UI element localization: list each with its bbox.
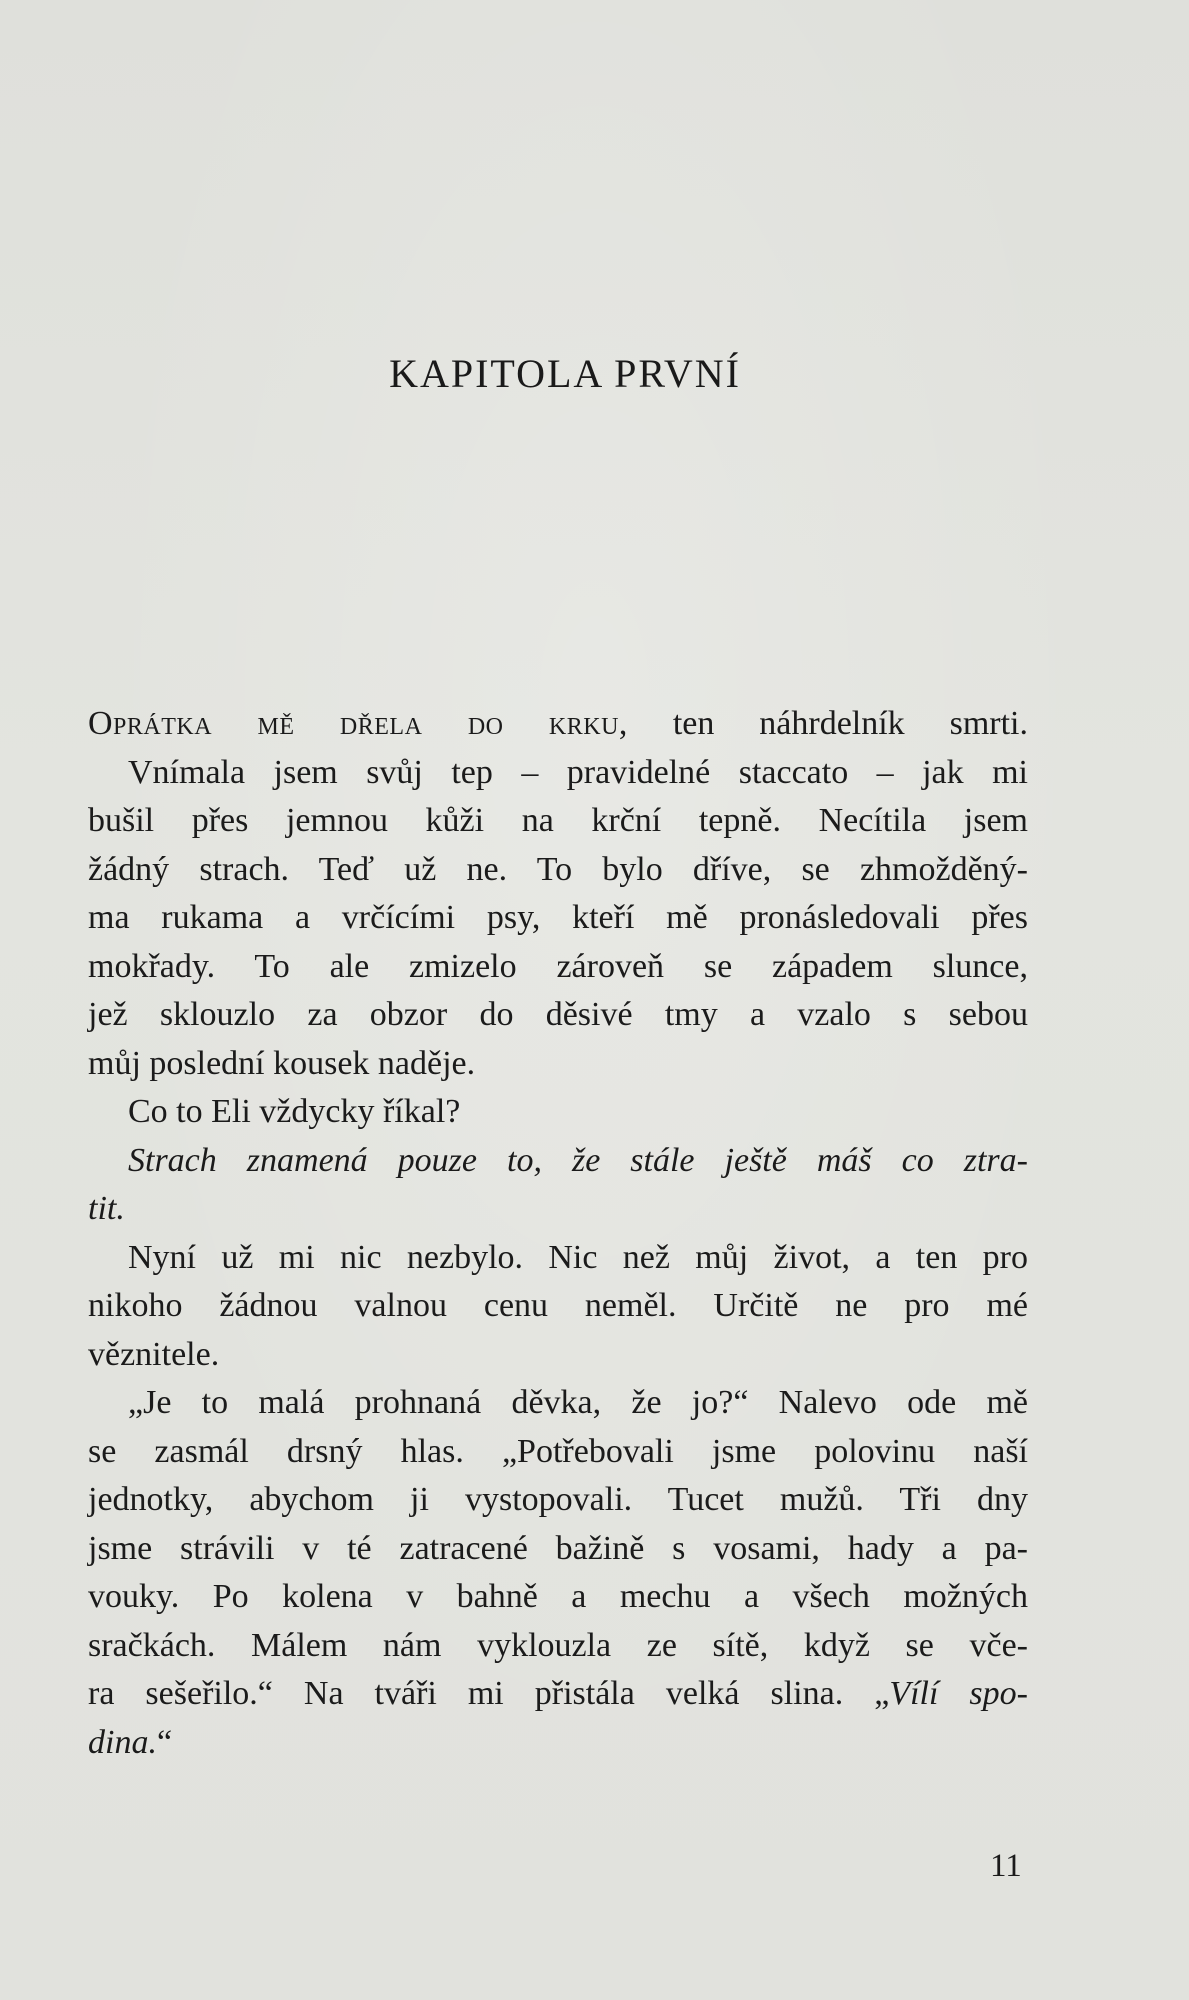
text-line: vouky. Po kolena v bahně a mechu a všech možných <box>88 1578 1028 1615</box>
text-line: jsme strávili v té zatracené bažině s vosami, hady a pa- <box>88 1529 1028 1567</box>
page-number: 11 <box>990 1848 1022 1884</box>
text-span: ra sešeřilo.“ Na tváři mi přistála velká slina. „ <box>88 1675 890 1712</box>
text-line: Nyní už mi nic nezbylo. Nic než můj život, a ten pro <box>128 1238 1028 1276</box>
chapter-title: KAPITOLA PRVNÍ <box>389 351 741 396</box>
text-line: tit. <box>88 1190 125 1227</box>
text-line: sračkách. Málem nám vyklouzla ze sítě, když se vče- <box>88 1626 1028 1664</box>
text-line <box>88 1670 1028 1719</box>
text-line: mokřady. To ale zmizelo zároveň se západem slunce, <box>88 947 1028 985</box>
text-line: věznitele. <box>88 1335 220 1373</box>
text-line: „Je to malá prohnaná děvka, že jo?“ Nalevo ode mě <box>128 1384 1028 1421</box>
text-line: žádný strach. Teď už ne. To bylo dříve, se zhmožděný- <box>88 850 1028 888</box>
text-line: můj poslední kousek naděje. <box>88 1044 476 1082</box>
text-line <box>88 700 1028 749</box>
text-line: ma rukama a vrčícími psy, kteří mě pronásledovali přes <box>88 899 1028 936</box>
text-line: nikoho žádnou valnou cenu neměl. Určitě ne pro mé <box>88 1287 1028 1324</box>
text-span: Vílí spo- <box>889 1675 1028 1712</box>
text-span: ten náhrdelník smrti. <box>627 705 1028 742</box>
text-span: “ <box>156 1723 173 1761</box>
body-text <box>88 700 1028 1767</box>
text-line: Strach znamená pouze to, že stále ještě máš co ztra- <box>128 1141 1028 1179</box>
text-line: jež sklouzlo za obzor do děsivé tmy a vzalo s sebou <box>88 996 1028 1033</box>
text-span: dina. <box>88 1723 157 1761</box>
text-line: bušil přes jemnou kůži na krční tepně. Necítila jsem <box>88 802 1028 839</box>
text-span: Oprátka mě dřela do krku, <box>88 705 628 742</box>
text-line: se zasmál drsný hlas. „Potřebovali jsme polovinu naší <box>88 1432 1028 1470</box>
text-line: Vnímala jsem svůj tep – pravidelné staccato – jak mi <box>128 753 1028 791</box>
text-line <box>88 1719 1028 1768</box>
text-line: Co to Eli vždycky říkal? <box>128 1093 461 1130</box>
text-line: jednotky, abychom ji vystopovali. Tucet mužů. Tři dny <box>88 1481 1028 1518</box>
